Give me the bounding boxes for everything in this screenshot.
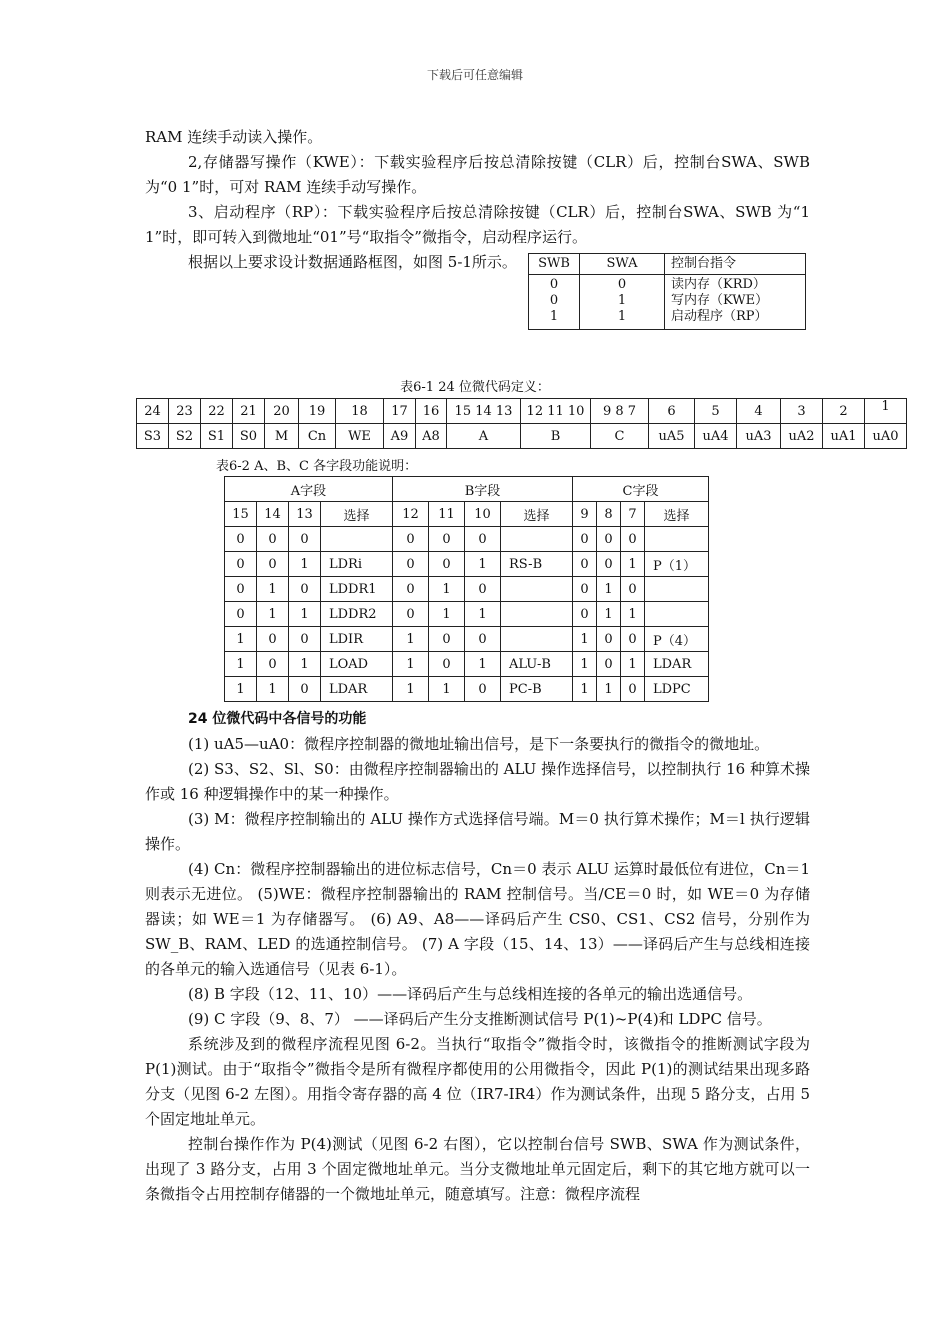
signal-cell: WE: [336, 424, 384, 449]
field-cell: 1: [393, 652, 429, 677]
signal-cell: uA2: [781, 424, 823, 449]
field-cell: 0: [621, 627, 645, 652]
field-cell: 1: [393, 677, 429, 702]
field-cell: PC-B: [501, 677, 573, 702]
bit-cell: 23: [169, 399, 201, 424]
bit-cell: 12 11 10: [521, 399, 591, 424]
instr-value: 启动程序（RP）: [671, 309, 768, 324]
field-cell: [321, 527, 393, 552]
field-cell: 0: [393, 552, 429, 577]
signal-cell: A: [447, 424, 521, 449]
field-cell: 0: [573, 552, 597, 577]
signal-cell: uA5: [649, 424, 695, 449]
signal-item-2: (2) S3、S2、Sl、S0：由微程序控制器输出的 ALU 操作选择信号，以控制执行 16 种算术操作或 16 种逻辑操作中的某一种操作。: [145, 760, 810, 803]
field-cell: 1: [573, 627, 597, 652]
subheader-cell: 选择: [321, 502, 393, 527]
field-cell: 0: [257, 652, 289, 677]
field-cell: 1: [621, 602, 645, 627]
field-cell: 1: [289, 652, 321, 677]
table61-caption: 表6-1 24 位微代码定义：: [400, 380, 550, 395]
swa-value: 1: [617, 309, 627, 324]
field-row: [225, 602, 709, 627]
subheader-cell: 选择: [645, 502, 709, 527]
field-cell: 1: [225, 652, 257, 677]
subheader-cell: 13: [289, 502, 321, 527]
group-header-a: A字段: [225, 477, 393, 502]
page-header: 下载后可任意编辑: [426, 68, 523, 82]
field-cell: 1: [429, 677, 465, 702]
field-cell: 0: [289, 577, 321, 602]
field-cell: 0: [289, 677, 321, 702]
bit-cell: 19: [299, 399, 336, 424]
field-cell: ALU-B: [501, 652, 573, 677]
field-cell: 1: [465, 602, 501, 627]
signal-item-1: (1) uA5—uA0：微程序控制器的微地址输出信号，是下一条要执行的微指令的微地址。: [188, 735, 770, 753]
swb-value: 1: [549, 309, 559, 324]
bit-cell: 4: [737, 399, 781, 424]
field-row: [225, 677, 709, 702]
bit-cell: 3: [781, 399, 823, 424]
field-cell: 0: [429, 627, 465, 652]
field-cell: 1: [393, 627, 429, 652]
instr-value: 写内存（KWE）: [671, 293, 769, 308]
field-cell: 0: [393, 577, 429, 602]
field-cell: [645, 577, 709, 602]
field-cell: [501, 627, 573, 652]
field-cell: 0: [225, 602, 257, 627]
subheader-cell: 10: [465, 502, 501, 527]
swb-block: [145, 250, 810, 368]
field-cell: 1: [257, 602, 289, 627]
group-header-b: B字段: [393, 477, 573, 502]
field-cell: 0: [225, 552, 257, 577]
field-cell: 0: [393, 527, 429, 552]
instr-values: [665, 275, 806, 330]
field-cell: LDDR1: [321, 577, 393, 602]
field-cell: RS-B: [501, 552, 573, 577]
field-rows: [225, 527, 709, 702]
signal-cell: uA4: [695, 424, 737, 449]
field-cell: 1: [621, 652, 645, 677]
field-function-table: [224, 476, 709, 702]
field-row: [225, 577, 709, 602]
bit-cell: 6: [649, 399, 695, 424]
field-cell: LDAR: [645, 652, 709, 677]
field-cell: LDDR2: [321, 602, 393, 627]
intro-paragraph-0: RAM 连续手动读入操作。: [145, 128, 323, 146]
group-header-row: [225, 477, 709, 502]
field-cell: 0: [429, 527, 465, 552]
field-cell: 0: [465, 527, 501, 552]
microcode-definition-table: [136, 398, 907, 449]
field-cell: 0: [573, 602, 597, 627]
field-cell: 0: [597, 627, 621, 652]
field-cell: LDRi: [321, 552, 393, 577]
signal-cell: S0: [233, 424, 265, 449]
subheader-cell: 9: [573, 502, 597, 527]
field-cell: 0: [621, 677, 645, 702]
swa-header: SWA: [580, 254, 665, 275]
field-row: [225, 527, 709, 552]
subheader-cell: 选择: [501, 502, 573, 527]
field-cell: LDAR: [321, 677, 393, 702]
field-cell: LDIR: [321, 627, 393, 652]
instr-header: 控制台指令: [665, 254, 806, 275]
field-cell: 0: [257, 552, 289, 577]
signal-cell: C: [591, 424, 649, 449]
field-cell: 1: [597, 577, 621, 602]
group-header-c: C字段: [573, 477, 709, 502]
signal-cell: S1: [201, 424, 233, 449]
bit-cell: 17: [384, 399, 416, 424]
field-cell: 0: [225, 527, 257, 552]
flow-paragraph: 系统涉及到的微程序流程见图 6-2。当执行“取指令”微指令时，该微指令的推断测试字段为 P(1)测试。由于“取指令”微指令是所有微程序都使用的公用微指令，因此 P(1)的测试结果出现多路分支（见图 6-2 左图）。用指令寄存器的高 4 位（IR7-IR4）作为测试条件，出现 5 路分支，占用 5 个固定地址单元。: [145, 1035, 810, 1128]
field-cell: 1: [289, 602, 321, 627]
field-row: [225, 627, 709, 652]
swa-value: 0: [617, 277, 627, 292]
field-cell: 0: [429, 652, 465, 677]
field-cell: 1: [429, 577, 465, 602]
bit-cell: 21: [233, 399, 265, 424]
swb-value: 0: [549, 293, 559, 308]
signal-cell: uA3: [737, 424, 781, 449]
field-cell: 0: [573, 527, 597, 552]
signal-function-section: [145, 707, 810, 1207]
signal-cell: A8: [416, 424, 447, 449]
console-paragraph: 控制台操作作为 P(4)测试（见图 6-2 右图），它以控制台信号 SWB、SWA 作为测试条件，出现了 3 路分支，占用 3 个固定微地址单元。当分支微地址单元固定后，剩下的其它地方就可以一条微指令占用控制存储器的一个微地址单元，随意填写。注意：微程序流程: [145, 1135, 810, 1203]
field-cell: 0: [465, 627, 501, 652]
subheader-row: [225, 502, 709, 527]
bit-number-row: [137, 399, 907, 424]
bit-cell: 24: [137, 399, 169, 424]
signal-item-9: (9) C 字段（9、8、7） ——译码后产生分支推断测试信号 P(1)~P(4)和 LDPC 信号。: [188, 1010, 772, 1028]
signal-cell: uA1: [823, 424, 865, 449]
field-cell: 0: [597, 652, 621, 677]
signal-cell: S2: [169, 424, 201, 449]
intro-paragraph-1: 2,存储器写操作（KWE）：下载实验程序后按总清除按键（CLR）后，控制台SWA、SWB 为“0 1”时，可对 RAM 连续手动写操作。: [145, 153, 810, 196]
field-cell: 0: [289, 527, 321, 552]
signal-name-row: [137, 424, 907, 449]
signal-cell: M: [265, 424, 299, 449]
field-cell: 1: [257, 577, 289, 602]
field-cell: 0: [621, 527, 645, 552]
field-cell: 1: [429, 602, 465, 627]
field-cell: P（4）: [645, 627, 709, 652]
bit-cell: 5: [695, 399, 737, 424]
field-cell: 1: [465, 552, 501, 577]
section-heading: 24 位微代码中各信号的功能: [188, 711, 367, 727]
field-cell: [501, 527, 573, 552]
subheader-cell: 14: [257, 502, 289, 527]
signal-item-8: (8) B 字段（12、11、10）——译码后产生与总线相连接的各单元的输出选通信号。: [188, 985, 753, 1003]
signal-cell: A9: [384, 424, 416, 449]
field-cell: 0: [573, 577, 597, 602]
signal-cell: uA0: [865, 424, 907, 449]
signal-item-4: (4) Cn：微程序控制器输出的进位标志信号，Cn＝0 表示 ALU 运算时最低位有进位，Cn＝1 则表示无进位。 (5)WE：微程序控制器输出的 RAM 控制信号。当/CE＝0 时，如 WE＝0 为存储器读；如 WE＝1 为存储器写。 (6) A9、A8——译码后产生 CS0、CS1、CS2 信号，分别作为 SW_B、RAM、LED 的选通控制信号。 (7) A 字段（15、14、13）——译码后产生与总线相连接的各单元的输入选通信号（见表 6-1）。: [145, 860, 810, 978]
bit-cell: 20: [265, 399, 299, 424]
subheader-cell: 8: [597, 502, 621, 527]
intro-paragraph-3: 根据以上要求设计数据通路框图，如图 5-1所示。: [188, 253, 517, 271]
subheader-cell: 11: [429, 502, 465, 527]
field-cell: [501, 577, 573, 602]
field-cell: 0: [465, 677, 501, 702]
bit-cell: 9 8 7: [591, 399, 649, 424]
field-cell: LDPC: [645, 677, 709, 702]
field-cell: 1: [257, 677, 289, 702]
swb-header: SWB: [529, 254, 580, 275]
bit-cell: 15 14 13: [447, 399, 521, 424]
field-cell: 1: [465, 652, 501, 677]
field-cell: 0: [289, 627, 321, 652]
field-cell: 0: [429, 552, 465, 577]
field-cell: P（1）: [645, 552, 709, 577]
subheader-cell: 7: [621, 502, 645, 527]
console-instruction-table: [528, 253, 806, 330]
field-cell: 1: [597, 677, 621, 702]
field-cell: 1: [289, 552, 321, 577]
field-cell: 0: [225, 577, 257, 602]
intro-section: [145, 125, 810, 368]
field-cell: 0: [257, 527, 289, 552]
signal-cell: Cn: [299, 424, 336, 449]
signal-cell: S3: [137, 424, 169, 449]
field-cell: 1: [573, 652, 597, 677]
field-cell: 1: [225, 627, 257, 652]
field-cell: 1: [573, 677, 597, 702]
swa-values: [580, 275, 665, 330]
bit-cell: 18: [336, 399, 384, 424]
swb-value: 0: [549, 277, 559, 292]
field-cell: 0: [465, 577, 501, 602]
field-cell: 0: [597, 527, 621, 552]
field-cell: [501, 602, 573, 627]
field-cell: 0: [393, 602, 429, 627]
bit-cell: 16: [416, 399, 447, 424]
field-row: [225, 652, 709, 677]
field-cell: 1: [225, 677, 257, 702]
swa-value: 1: [617, 293, 627, 308]
signal-item-3: (3) M：微程序控制输出的 ALU 操作方式选择信号端。M＝0 执行算术操作；M＝l 执行逻辑操作。: [145, 810, 810, 853]
field-cell: 0: [621, 577, 645, 602]
bit-cell: 1: [865, 399, 907, 424]
field-cell: [645, 527, 709, 552]
bit-cell: 2: [823, 399, 865, 424]
field-cell: LOAD: [321, 652, 393, 677]
bit-cell: 22: [201, 399, 233, 424]
field-cell: 0: [257, 627, 289, 652]
subheader-cell: 15: [225, 502, 257, 527]
subheader-cell: 12: [393, 502, 429, 527]
field-cell: 0: [597, 552, 621, 577]
signal-cell: B: [521, 424, 591, 449]
field-cell: 1: [621, 552, 645, 577]
intro-paragraph-2: 3、启动程序（RP）：下载实验程序后按总清除按键（CLR）后，控制台SWA、SWB 为“1 1”时，即可转入到微地址“01”号“取指令”微指令，启动程序运行。: [145, 203, 810, 246]
field-row: [225, 552, 709, 577]
field-cell: 1: [597, 602, 621, 627]
instr-value: 读内存（KRD）: [671, 277, 766, 292]
swb-values: [529, 275, 580, 330]
field-cell: [645, 602, 709, 627]
table62-caption: 表6-2 A、B、C 各字段功能说明：: [216, 459, 418, 474]
